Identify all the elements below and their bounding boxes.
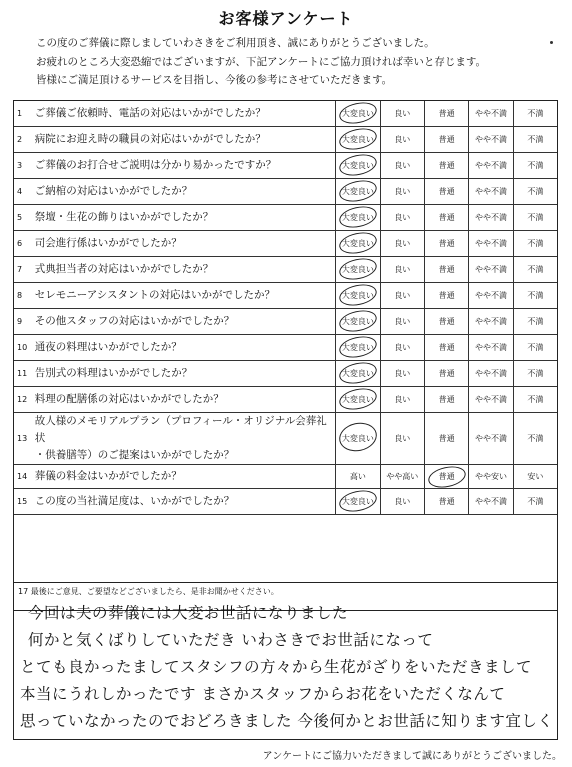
question-row [14, 413, 557, 465]
question-text: 葬儀の料金はいかがでしたか？ [35, 465, 337, 488]
rating-option[interactable] [425, 413, 469, 464]
rating-option[interactable] [425, 179, 469, 204]
question-row [14, 127, 557, 153]
question-text: ご納棺の対応はいかがでしたか？ [35, 179, 337, 204]
rating-option[interactable] [425, 127, 469, 152]
question-row [14, 283, 557, 309]
ink-dot [550, 41, 553, 44]
rating-option[interactable] [469, 309, 513, 334]
rating-option-label: 大変良い [341, 291, 374, 300]
question-text: ご葬儀ご依頼時、電話の対応はいかがでしたか？ [35, 101, 337, 126]
rating-option-label: 普通 [438, 497, 455, 506]
rating-option-label: 大変良い [341, 135, 374, 144]
rating-option[interactable] [514, 361, 557, 386]
handwritten-line: とても良かったましてスタシフの方々から生花がざりをいただきまして [20, 658, 533, 676]
intro-line: 皆様にご満足頂けるサービスを目指し、今後の参考にさせていただきます。 [36, 74, 393, 86]
rating-option-label: 大変良い [341, 109, 374, 118]
rating-option[interactable] [469, 101, 513, 126]
rating-option[interactable] [469, 127, 513, 152]
rating-option-label: 不満 [527, 497, 544, 506]
rating-option-label: やや不満 [474, 395, 507, 404]
rating-option-label: 不満 [527, 161, 544, 170]
selected-circle-mark [338, 333, 379, 360]
rating-option[interactable] [381, 101, 425, 126]
rating-option-label: 大変良い [341, 317, 374, 326]
rating-option-label: やや安い [474, 472, 507, 481]
question-number: 8 [17, 291, 23, 300]
rating-option-label: 普通 [438, 317, 455, 326]
rating-option[interactable] [336, 257, 380, 282]
rating-option-label: 良い [394, 434, 411, 443]
rating-option[interactable] [381, 465, 425, 488]
rating-option-label: やや不満 [474, 317, 507, 326]
question-number: 6 [17, 239, 23, 248]
rating-option-label: 普通 [438, 135, 455, 144]
rating-option-label: 良い [394, 291, 411, 300]
rating-option-label: やや不満 [474, 135, 507, 144]
rating-option[interactable] [381, 309, 425, 334]
rating-option-label: やや不満 [474, 213, 507, 222]
question-row [14, 101, 557, 127]
question-row [14, 489, 557, 515]
rating-option-label: 大変良い [341, 161, 374, 170]
rating-option[interactable] [514, 153, 557, 178]
selected-circle-mark [337, 419, 380, 454]
selected-circle-mark [338, 229, 379, 256]
rating-option-label: やや不満 [474, 109, 507, 118]
footer-thanks: アンケートにご協力いただきまして誠にありがとうございました。 [262, 751, 562, 762]
rating-option[interactable] [514, 101, 557, 126]
rating-option-label: やや不満 [474, 369, 507, 378]
rating-option[interactable] [514, 465, 557, 488]
question-row [14, 179, 557, 205]
rating-option[interactable] [469, 387, 513, 412]
rating-option[interactable] [381, 153, 425, 178]
selected-circle-mark [338, 487, 379, 514]
rating-option[interactable] [381, 283, 425, 308]
question-row [14, 309, 557, 335]
handwritten-line: 本当にうれしかったです まさかスタッフからお花をいただくなんて [20, 685, 506, 703]
question-text: 祭壇・生花の飾りはいかがでしたか？ [35, 205, 337, 230]
rating-option-label: 普通 [438, 434, 455, 443]
question-number: 13 [17, 434, 28, 443]
intro-line: この度のご葬儀に際しましていわさきをご利用頂き、誠にありがとうございました。 [36, 37, 435, 49]
rating-option-label: 不満 [527, 109, 544, 118]
rating-option-label: 良い [394, 369, 411, 378]
question-number: 2 [17, 135, 23, 144]
rating-option[interactable] [469, 231, 513, 256]
rating-option[interactable] [469, 465, 513, 488]
question-row [14, 335, 557, 361]
rating-option-label: 良い [394, 343, 411, 352]
rating-option[interactable] [425, 335, 469, 360]
question-number: 3 [17, 161, 23, 170]
rating-option[interactable] [514, 179, 557, 204]
rating-option-label: 大変良い [341, 239, 374, 248]
question-number: 15 [17, 497, 28, 506]
rating-option-label: 大変良い [341, 434, 374, 443]
question-number: 12 [17, 395, 28, 404]
rating-option[interactable] [425, 465, 469, 488]
rating-option-label: 高い [349, 472, 366, 481]
rating-option[interactable] [381, 489, 425, 514]
rating-option[interactable] [514, 413, 557, 464]
question-number: 4 [17, 187, 23, 196]
rating-option-label: 不満 [527, 213, 544, 222]
question-text: 司会進行係はいかがでしたか？ [35, 231, 337, 256]
rating-option[interactable] [425, 101, 469, 126]
rating-option-label: 大変良い [341, 343, 374, 352]
question-text: その他スタッフの対応はいかがでしたか？ [35, 309, 337, 334]
rating-option[interactable] [514, 387, 557, 412]
rating-option[interactable] [336, 127, 380, 152]
selected-circle-mark [338, 151, 379, 178]
rating-option-label: やや不満 [474, 187, 507, 196]
question-row [14, 465, 557, 489]
rating-option-label: 大変良い [341, 395, 374, 404]
rating-option-label: 良い [394, 161, 411, 170]
rating-option[interactable] [336, 179, 380, 204]
question-text: 料理の配膳係の対応はいかがでしたか？ [35, 387, 337, 412]
question-number: 10 [17, 343, 28, 352]
rating-option-label: 安い [527, 472, 544, 481]
selected-circle-mark [338, 177, 379, 204]
selected-circle-mark [338, 99, 379, 126]
rating-option-label: 大変良い [341, 213, 374, 222]
rating-option[interactable] [469, 361, 513, 386]
rating-option-label: 良い [394, 109, 411, 118]
page-title: お客様アンケート [218, 9, 354, 28]
question-text: 故人様のメモリアルプラン（プロフィール・オリジナル会葬礼状 ・供養膳等）のご提案はいかがでしたか？ [35, 413, 337, 464]
question-row [14, 153, 557, 179]
question-number: 11 [17, 369, 28, 378]
selected-circle-mark [338, 255, 379, 282]
handwritten-line: 何かと気くばりしていただき いわさきでお世話になって [28, 631, 434, 649]
intro-line: お疲れのところ大変恐縮ではございますが、下記アンケートにご協力頂ければ幸いと存じます。 [36, 55, 487, 68]
rating-option-label: 大変良い [341, 497, 374, 506]
rating-option-label: やや不満 [474, 343, 507, 352]
question-text: ご葬儀のお打合せご説明は分かり易かったですか？ [35, 153, 337, 178]
rating-option[interactable] [469, 335, 513, 360]
rating-option[interactable] [469, 179, 513, 204]
rating-option-label: 大変良い [341, 187, 374, 196]
rating-option-label: 良い [394, 213, 411, 222]
question-text: 式典担当者の対応はいかがでしたか？ [35, 257, 337, 282]
rating-option-label: 普通 [438, 369, 455, 378]
rating-option-label: 普通 [438, 395, 455, 404]
question-table [13, 100, 558, 611]
selected-circle-mark [338, 385, 379, 412]
rating-option-label: やや不満 [474, 265, 507, 274]
question-number: 5 [17, 213, 23, 222]
rating-option-label: 不満 [527, 135, 544, 144]
intro-text [36, 34, 556, 90]
rating-option-label: 普通 [438, 239, 455, 248]
rating-option[interactable] [336, 387, 380, 412]
rating-option[interactable] [514, 309, 557, 334]
selected-circle-mark [338, 359, 379, 386]
rating-option-label: やや不満 [474, 291, 507, 300]
rating-option[interactable] [381, 335, 425, 360]
rating-option-label: 良い [394, 135, 411, 144]
rating-option-label: 不満 [527, 187, 544, 196]
rating-option[interactable] [336, 231, 380, 256]
rating-option[interactable] [469, 283, 513, 308]
rating-option[interactable] [514, 231, 557, 256]
rating-option-label: 普通 [438, 109, 455, 118]
question-row [14, 361, 557, 387]
rating-option-label: 良い [394, 497, 411, 506]
question-text: 病院にお迎え時の職員の対応はいかがでしたか？ [35, 127, 337, 152]
rating-option-label: 良い [394, 265, 411, 274]
rating-option[interactable] [336, 335, 380, 360]
rating-option-label: 普通 [438, 291, 455, 300]
rating-option-label: やや不満 [474, 161, 507, 170]
question-number: 1 [17, 109, 23, 118]
rating-option-label: やや高い [386, 472, 419, 481]
rating-option-label: 不満 [527, 239, 544, 248]
rating-option[interactable] [336, 361, 380, 386]
rating-option-label: 良い [394, 395, 411, 404]
rating-option-label: 普通 [438, 265, 455, 274]
rating-option-label: やや不満 [474, 434, 507, 443]
rating-option[interactable] [381, 413, 425, 464]
rating-option-label: 普通 [438, 161, 455, 170]
question-row [14, 387, 557, 413]
rating-option-label: 不満 [527, 291, 544, 300]
question-text: この度の当社満足度は、いかがでしたか？ [35, 489, 337, 514]
rating-option[interactable] [336, 205, 380, 230]
selected-circle-mark [338, 281, 379, 308]
rating-option-label: 普通 [438, 472, 455, 481]
rating-option[interactable] [336, 413, 380, 464]
rating-option[interactable] [425, 489, 469, 514]
question-number: 7 [17, 265, 23, 274]
rating-option[interactable] [336, 283, 380, 308]
question-text: 告別式の料理はいかがでしたか？ [35, 361, 337, 386]
rating-option-label: 良い [394, 187, 411, 196]
rating-option[interactable] [381, 361, 425, 386]
rating-option[interactable] [514, 283, 557, 308]
rating-option[interactable] [469, 153, 513, 178]
rating-option[interactable] [381, 257, 425, 282]
selected-circle-mark [338, 203, 379, 230]
rating-option[interactable] [514, 205, 557, 230]
rating-option-label: 不満 [527, 317, 544, 326]
rating-option-label: 大変良い [341, 265, 374, 274]
rating-option-label: 良い [394, 239, 411, 248]
rating-option[interactable] [381, 205, 425, 230]
rating-option[interactable] [336, 101, 380, 126]
rating-option-label: 不満 [527, 343, 544, 352]
rating-option[interactable] [514, 335, 557, 360]
question-text: 通夜の料理はいかがでしたか？ [35, 335, 337, 360]
rating-option-label: 普通 [438, 213, 455, 222]
question-row [14, 231, 557, 257]
rating-option-label: 不満 [527, 395, 544, 404]
rating-option-label: 良い [394, 317, 411, 326]
selected-circle-mark [338, 125, 379, 152]
question-row [14, 205, 557, 231]
rating-option[interactable] [425, 387, 469, 412]
rating-option[interactable] [381, 127, 425, 152]
rating-option[interactable] [336, 465, 380, 488]
rating-option-label: 普通 [438, 343, 455, 352]
comment-label: 17 最後にご意見、ご要望などございましたら、是非お聞かせください。 [18, 587, 279, 596]
rating-option-label: 大変良い [341, 369, 374, 378]
rating-option[interactable] [425, 283, 469, 308]
rating-option[interactable] [425, 309, 469, 334]
question-number: 14 [17, 472, 28, 481]
rating-option-label: やや不満 [474, 239, 507, 248]
rating-option[interactable] [514, 257, 557, 282]
rating-option[interactable] [336, 309, 380, 334]
rating-option[interactable] [425, 205, 469, 230]
rating-option-label: やや不満 [474, 497, 507, 506]
selected-circle-mark [426, 463, 467, 490]
handwritten-line: 今回は夫の葬儀には大変お世話になりました [28, 604, 349, 622]
rating-option[interactable] [381, 179, 425, 204]
rating-option[interactable] [469, 413, 513, 464]
rating-option[interactable] [469, 205, 513, 230]
rating-option[interactable] [336, 153, 380, 178]
rating-option[interactable] [469, 257, 513, 282]
selected-circle-mark [338, 307, 379, 334]
rating-option-label: 普通 [438, 187, 455, 196]
rating-option[interactable] [336, 489, 380, 514]
rating-option-label: 不満 [527, 434, 544, 443]
rating-option[interactable] [425, 231, 469, 256]
question-number: 9 [17, 317, 23, 326]
rating-option-label: 不満 [527, 265, 544, 274]
rating-option[interactable] [514, 489, 557, 514]
question-text: セレモニーアシスタントの対応はいかがでしたか？ [35, 283, 337, 308]
rating-option[interactable] [381, 231, 425, 256]
rating-option[interactable] [425, 257, 469, 282]
rating-option-label: 不満 [527, 369, 544, 378]
comment-box[interactable] [13, 582, 558, 740]
rating-option[interactable] [425, 361, 469, 386]
question-row [14, 257, 557, 283]
rating-option[interactable] [514, 127, 557, 152]
rating-option[interactable] [469, 489, 513, 514]
handwritten-line: 思っていなかったのでおどろきました 今後何かとお世話に知ります宜しく [20, 712, 554, 730]
rating-option[interactable] [425, 153, 469, 178]
rating-option[interactable] [381, 387, 425, 412]
